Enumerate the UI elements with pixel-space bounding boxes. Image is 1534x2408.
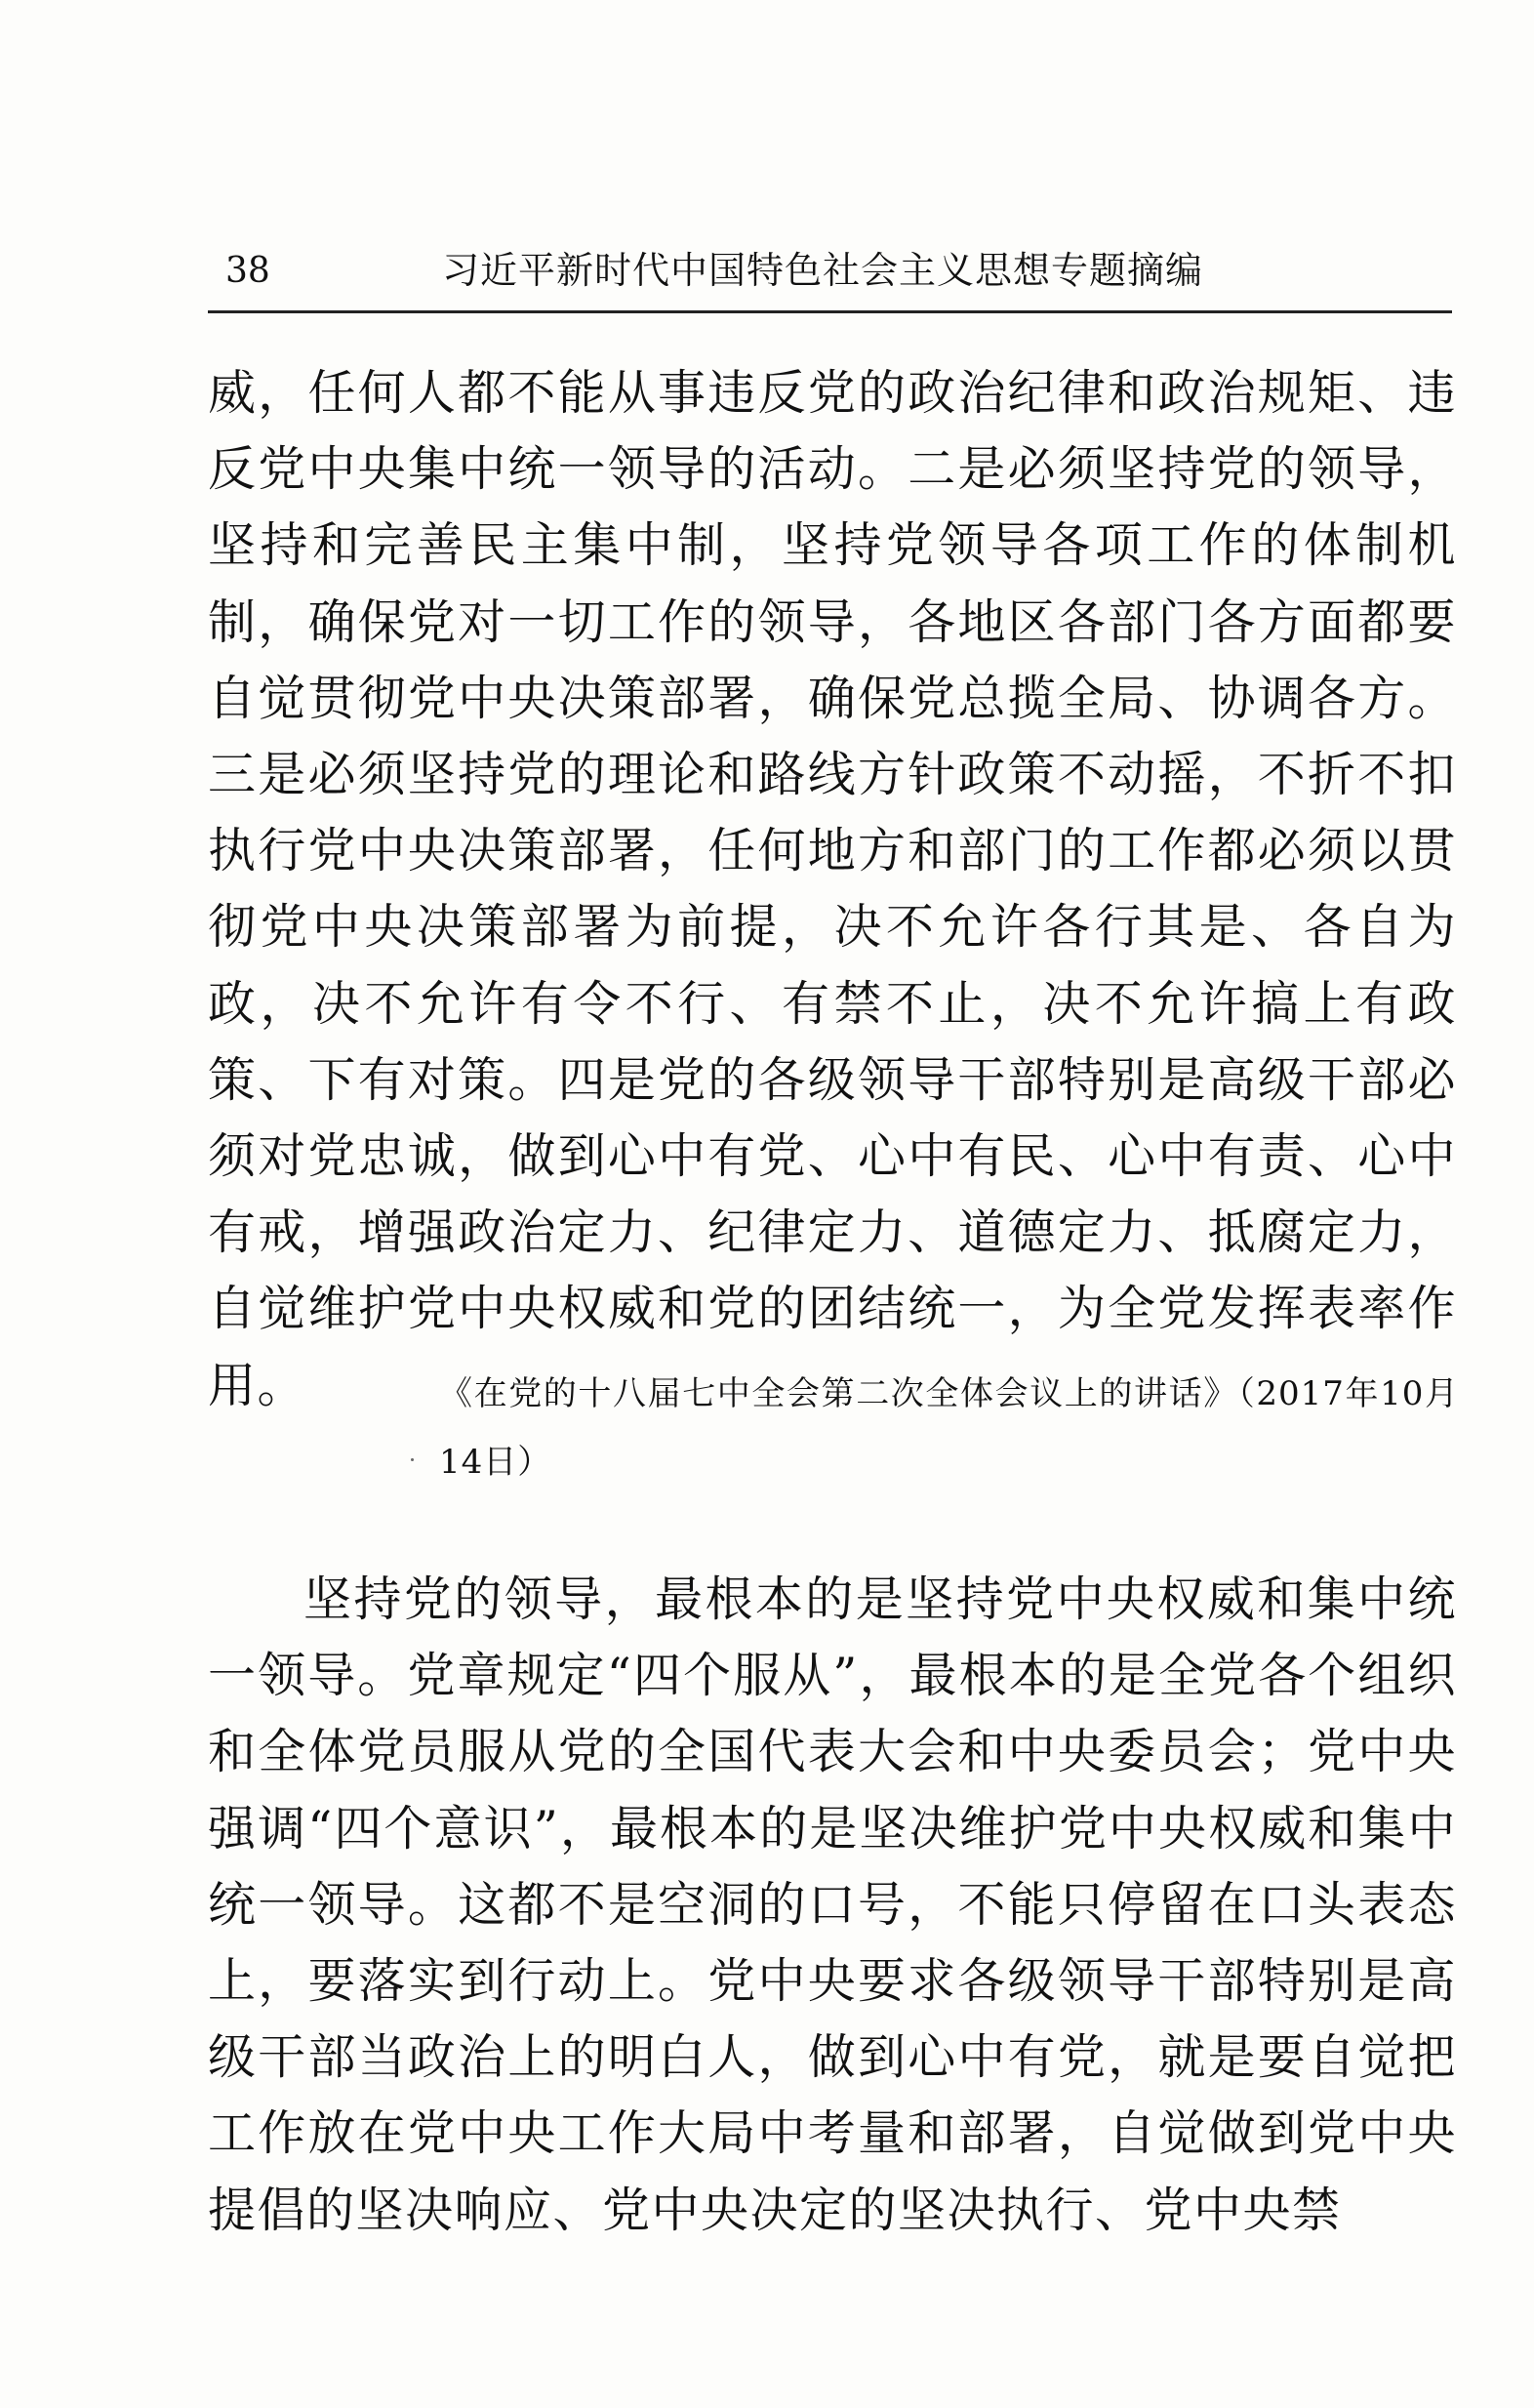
source-citation: 《在党的十八届七中全会第二次全体会议上的讲话》（2017年10月14日） [439,1374,1459,1482]
running-title: 习近平新时代中国特色社会主义思想专题摘编 [442,249,1204,292]
page-header [208,242,1452,313]
scan-speck [411,1458,414,1461]
page-number: 38 [225,251,270,291]
paragraph: 坚持党的领导，最根本的是坚持党中央权威和集中统一领导。党章规定“四个服从”，最根本的是全党各个组织和全体党员服从党的全国代表大会和中央委员会；党中央强调“四个意识”，最根本的是坚决维护党中央权威和集中统一领导。这都不是空洞的口号，不能只停留在口头表态上，要落实到行动上。党中央要求各级领导干部特别是高级干部当政治上的明白人，做到心中有党，就是要自觉把工作放在党中央工作大局中考量和部署，自觉做到党中央提倡的坚决响应、党中央决定的坚决执行、党中央禁 [208,1571,1457,2238]
paragraph-continued: 威，任何人都不能从事违反党的政治纪律和政治规矩、违反党中央集中统一领导的活动。二是必须坚持党的领导，坚持和完善民主集中制，坚持党领导各项工作的体制机制，确保党对一切工作的领导，各地区各部门各方面都要自觉贯彻党中央决策部署，确保党总揽全局、协调各方。三是必须坚持党的理论和路线方针政策不动摇，不折不扣执行党中央决策部署，任何地方和部门的工作都必须以贯彻党中央决策部署为前提，决不允许各行其是、各自为政，决不允许有令不行、有禁不止，决不允许搞上有政策、下有对策。四是党的各级领导干部特别是高级干部必须对党忠诚，做到心中有党、心中有民、心中有责、心中有戒，增强政治定力、纪律定力、道德定力、抵腐定力，自觉维护党中央权威和党的团结统一，为全党发挥表率作用。 [208,365,1457,1413]
